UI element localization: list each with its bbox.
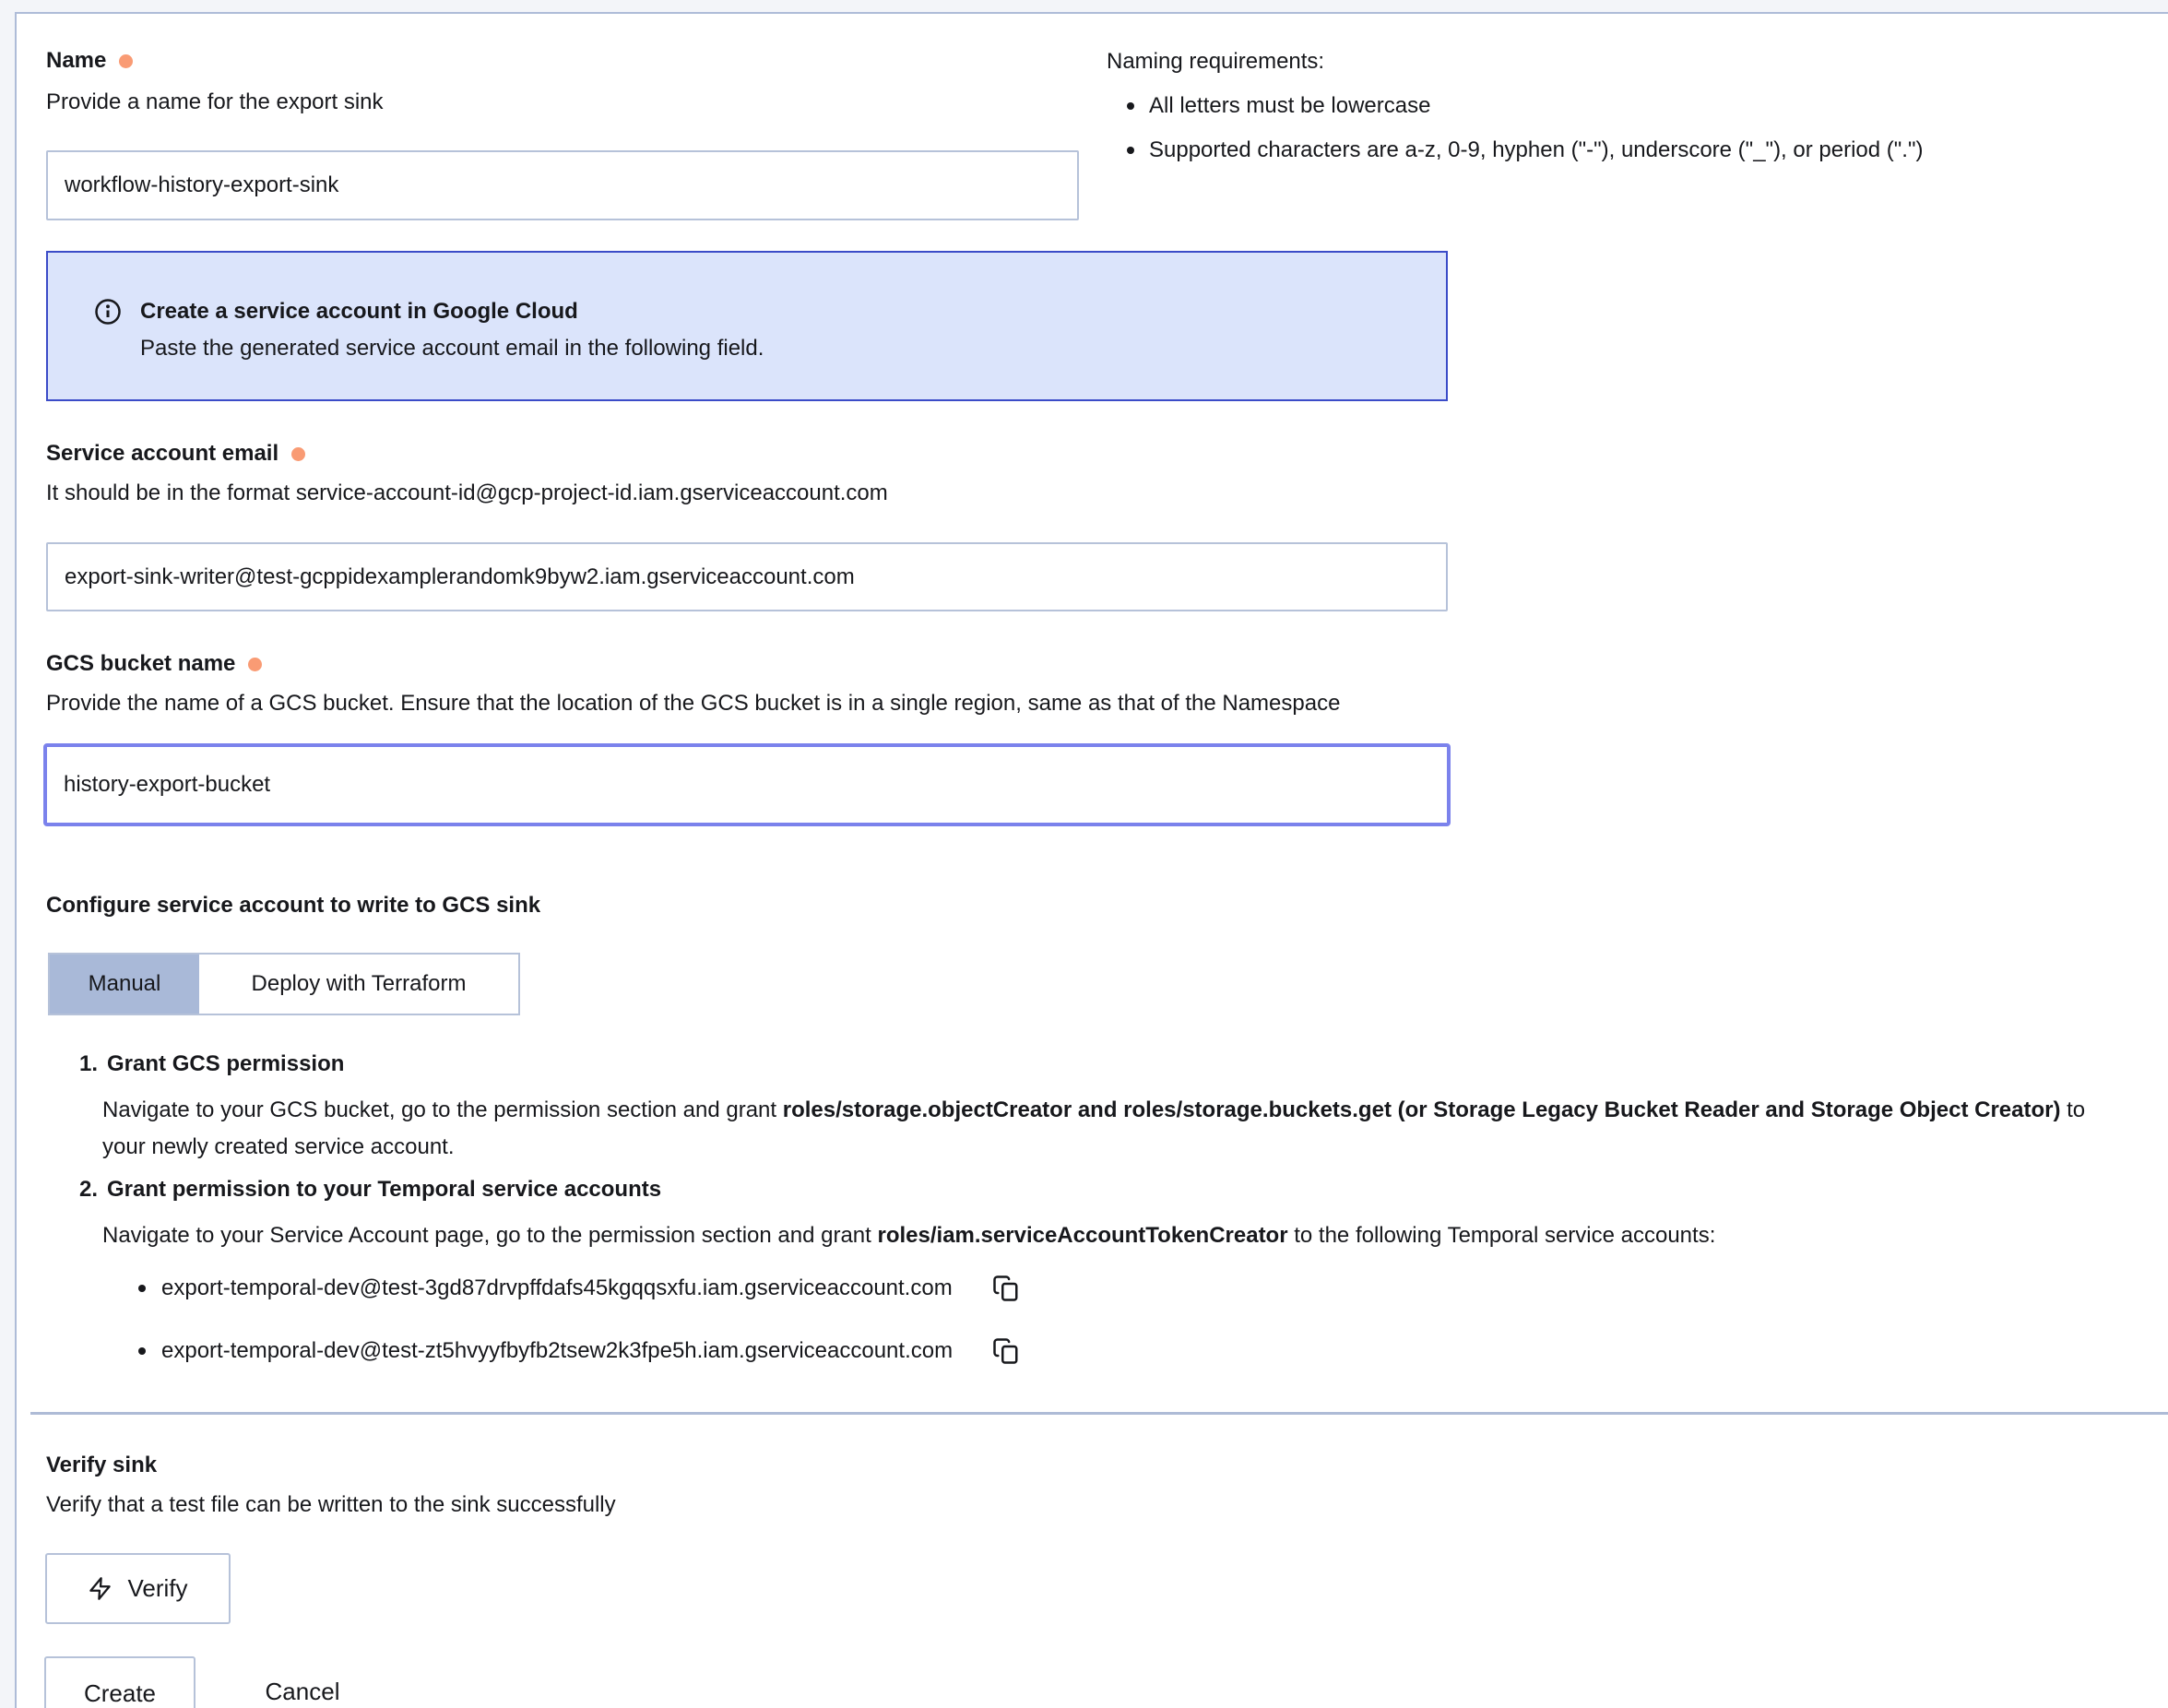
step-2-heading (79, 1175, 661, 1204)
tab-manual[interactable]: Manual (50, 955, 199, 1014)
service-account-description: It should be in the format service-account-id@gcp-project-id.iam.gserviceaccount.com (46, 480, 888, 505)
service-account-email-input[interactable] (46, 542, 1448, 611)
info-icon (94, 298, 122, 326)
temporal-account-email: export-temporal-dev@test-zt5hvyyfbyfb2tsew2k3fpe5h.iam.gserviceaccount.com (161, 1338, 954, 1363)
text-segment: to the following Temporal service accounts: (1287, 1223, 1716, 1248)
name-description: Provide a name for the export sink (46, 89, 384, 114)
text-segment: Navigate to your GCS bucket, go to the permission section and grant (102, 1097, 783, 1122)
gcs-bucket-description: Provide the name of a GCS bucket. Ensure that the location of the GCS bucket is in a single region, same as that of the Namespace (46, 691, 1341, 716)
bullet-icon (1127, 147, 1134, 154)
configure-section-title: Configure service account to write to GCS sink (46, 893, 541, 918)
verify-sink-description: Verify that a test file can be written to the sink successfully (46, 1492, 616, 1517)
name-input[interactable] (46, 150, 1079, 220)
name-label: Name (46, 48, 107, 73)
gcs-bucket-name-input[interactable] (43, 743, 1451, 826)
temporal-account-row (138, 1275, 1020, 1302)
copy-icon[interactable] (992, 1337, 1020, 1365)
required-dot (248, 658, 262, 671)
create-button[interactable] (44, 1656, 195, 1708)
naming-requirement-item (1127, 135, 1923, 166)
step-title: Grant GCS permission (107, 1051, 345, 1076)
create-button-label: Create (83, 1678, 157, 1707)
naming-requirement-item (1127, 90, 1430, 122)
step-1-heading (79, 1050, 344, 1079)
section-divider (30, 1412, 2168, 1415)
text-segment-bold: roles/iam.serviceAccountTokenCreator (877, 1223, 1288, 1248)
service-account-label: Service account email (46, 441, 279, 466)
requirement-text: All letters must be lowercase (1149, 93, 1431, 118)
name-label-row (46, 46, 133, 76)
verify-button[interactable] (45, 1553, 231, 1624)
copy-icon[interactable] (992, 1275, 1020, 1302)
required-dot (291, 447, 305, 461)
bullet-icon (138, 1347, 146, 1355)
requirement-text: Supported characters are a-z, 0-9, hyphen ("-"), underscore ("_"), or period (".") (1149, 137, 1924, 162)
info-banner-title: Create a service account in Google Cloud (140, 299, 578, 324)
step-number: 1. (79, 1051, 99, 1076)
service-account-label-row (46, 439, 305, 469)
verify-sink-title: Verify sink (46, 1453, 158, 1477)
step-1-instructions (102, 1092, 2113, 1166)
text-segment: to your newly created service account. (102, 1097, 2086, 1159)
config-method-tabs (48, 953, 520, 1015)
step-number: 2. (79, 1177, 99, 1202)
zap-icon (88, 1576, 113, 1601)
bullet-icon (1127, 102, 1134, 110)
info-banner-text (140, 293, 764, 367)
gcs-bucket-label: GCS bucket name (46, 651, 236, 676)
text-segment-bold: roles/storage.objectCreator and roles/storage.buckets.get (or Storage Legacy Bucket Reader and Storage Object Creator) (782, 1097, 2061, 1122)
temporal-account-email: export-temporal-dev@test-3gd87drvpffdafs45kgqqsxfu.iam.gserviceaccount.com (161, 1275, 953, 1300)
tab-deploy-with-terraform[interactable]: Deploy with Terraform (199, 955, 518, 1014)
gcs-bucket-label-row (46, 649, 262, 679)
bullet-icon (138, 1285, 146, 1292)
step-title: Grant permission to your Temporal service accounts (107, 1177, 662, 1202)
required-dot (119, 54, 133, 68)
info-banner-body: Paste the generated service account email in the following field. (140, 336, 764, 361)
cancel-button[interactable] (238, 1667, 367, 1708)
info-banner (46, 251, 1448, 401)
cancel-button-label: Cancel (265, 1677, 340, 1705)
temporal-account-row (138, 1337, 1020, 1365)
naming-requirements-title: Naming requirements: (1107, 49, 1325, 74)
step-2-instructions (102, 1217, 2150, 1254)
verify-button-label: Verify (127, 1574, 188, 1602)
text-segment: Navigate to your Service Account page, go to the permission section and grant (102, 1223, 878, 1248)
